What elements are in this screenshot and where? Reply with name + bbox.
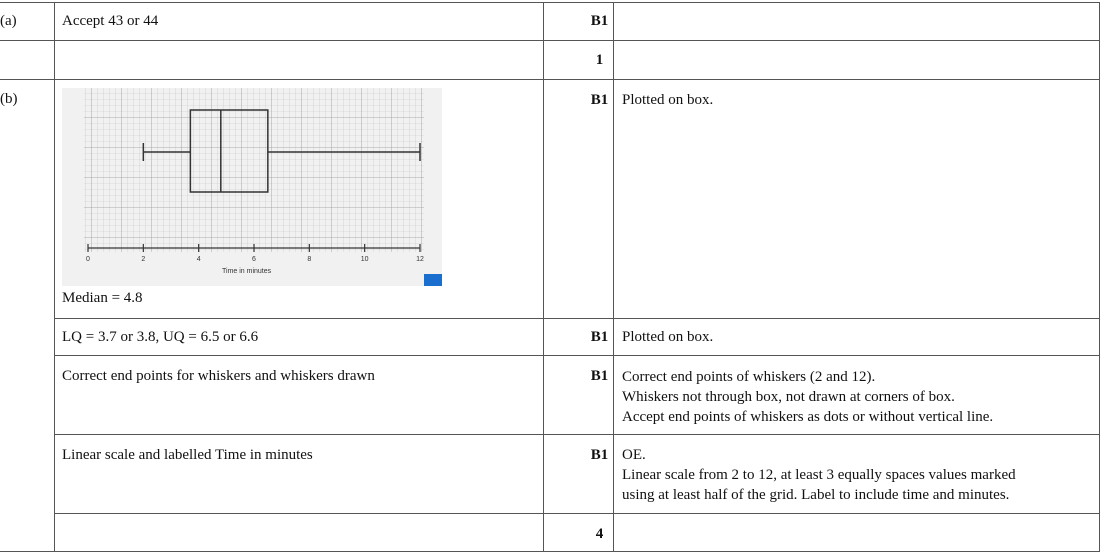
table-border-top [0, 2, 1100, 3]
tick-label: 12 [416, 256, 424, 263]
table-divider [54, 434, 1100, 435]
tick-label: 0 [86, 256, 90, 263]
whiskers-note-line: Whiskers not through box, not drawn at corners of box. [622, 389, 955, 405]
axis-label: Time in minutes [222, 268, 272, 275]
scale-note-line: OE. [622, 447, 646, 463]
table-column-line [613, 2, 614, 552]
whiskers-answer: Correct end points for whiskers and whiskers drawn [62, 368, 375, 384]
scale-answer: Linear scale and labelled Time in minutes [62, 447, 313, 463]
part-a-total: 1 [595, 52, 604, 68]
whiskers-mark: B1 [590, 368, 609, 384]
median-mark: B1 [590, 92, 609, 108]
median-answer: Median = 4.8 [62, 290, 143, 306]
table-divider [54, 355, 1100, 356]
scale-note-line: Linear scale from 2 to 12, at least 3 equally spaces values marked [622, 467, 1016, 483]
part-a-label: (a) [0, 13, 17, 29]
tick-label: 10 [360, 256, 369, 263]
whiskers-note-line: Accept end points of whiskers as dots or without vertical line. [622, 409, 994, 425]
tick-label: 6 [252, 256, 256, 263]
tick-label: 4 [196, 256, 201, 263]
whiskers-note-line: Correct end points of whiskers (2 and 12). [622, 369, 876, 385]
tick-label: 8 [307, 256, 312, 263]
part-b-label: (b) [0, 91, 18, 107]
quartiles-note: Plotted on box. [622, 329, 714, 345]
scale-mark: B1 [590, 447, 609, 463]
scale-note-line: using at least half of the grid. Label to include time and minutes. [622, 487, 1010, 503]
median-note: Plotted on box. [622, 92, 714, 108]
corner-tag [424, 274, 442, 286]
quartiles-mark: B1 [590, 329, 609, 345]
table-divider [0, 79, 1100, 80]
quartiles-answer: LQ = 3.7 or 3.8, UQ = 6.5 or 6.6 [62, 329, 259, 345]
table-divider [54, 513, 1100, 514]
tick-label: 2 [141, 256, 146, 263]
table-divider [0, 40, 1100, 41]
table-border-bottom [0, 551, 1100, 552]
box-plot-figure [62, 88, 442, 286]
table-divider [54, 318, 1100, 319]
box-plot-chart [62, 88, 442, 286]
grid-major [84, 88, 424, 252]
table-column-line [543, 2, 544, 552]
table-column-line [54, 2, 55, 552]
part-b-total: 4 [595, 526, 604, 542]
part-a-mark: B1 [590, 13, 609, 29]
part-a-answer: Accept 43 or 44 [62, 13, 159, 29]
